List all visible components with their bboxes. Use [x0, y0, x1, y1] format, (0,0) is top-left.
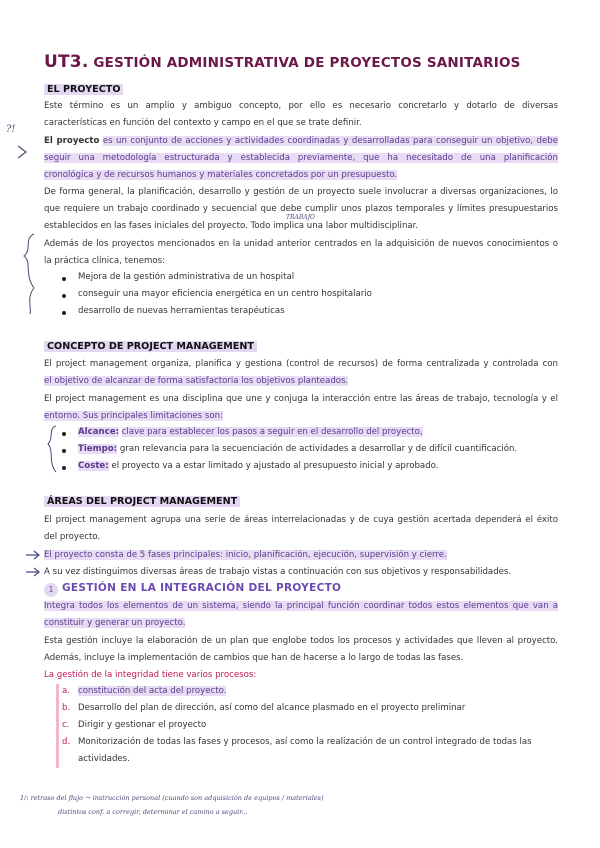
bold-term: El proyecto: [44, 136, 100, 146]
paragraph-line: [44, 600, 558, 613]
highlight: clave para establecer los pasos a seguir en el desarrollo del proyecto,: [121, 427, 423, 437]
paragraph-line: El project management agrupa una serie de áreas interrelacionadas y de cuya gestión acertada dependerá el éxito: [44, 515, 558, 525]
list-item-continuation: actividades.: [78, 754, 130, 764]
handwritten-note: TRABAJO: [286, 214, 315, 221]
paragraph-line: [44, 617, 558, 630]
list-item: Dirigir y gestionar el proyecto: [78, 720, 207, 730]
paragraph-line: [44, 549, 558, 562]
section-heading-integracion: GESTIÓN EN LA INTEGRACIÓN DEL PROYECTO: [62, 582, 342, 594]
highlight: es un conjunto de acciones y actividades coordinadas y desarrolladas para conseguir un objetivo, debe: [102, 136, 558, 146]
handwritten-note: ?!: [6, 124, 16, 135]
paragraph-line: que requiere un trabajo coordinado y secuencial que debe cumplir unos plazos temporales y límites presupuestarios: [44, 204, 558, 214]
bullet-dot: [62, 429, 69, 436]
handwritten-note: distintos conf. a corregir, determinar el camino a seguir...: [58, 808, 248, 816]
paragraph-line: [44, 135, 558, 148]
paragraph-line: [44, 410, 558, 423]
paragraph-line: Además de los proyectos mencionados en la unidad anterior centrados en la adquisición de nuevos conocimientos o: [44, 239, 558, 249]
highlight: El proyecto consta de 5 fases principales: inicio, planificación, ejecución, supervisión y cierre.: [44, 550, 447, 560]
paragraph-line: Además, incluye la implementación de cambios que han de hacerse a lo largo de todas las fases.: [44, 653, 464, 663]
list-item: Mejora de la gestión administrativa de un hospital: [78, 272, 295, 282]
bullet-dot: [62, 291, 69, 298]
bullet-dot: [62, 446, 69, 453]
list-letter: b.: [62, 703, 71, 713]
section-heading-areas: ÁREAS DEL PROJECT MANAGEMENT: [44, 496, 240, 507]
paragraph-line: El project management es una disciplina que une y conjuga la interacción entre las áreas de trabajo, tecnología y el: [44, 394, 558, 404]
list-letter: d.: [62, 737, 71, 747]
list-item: conseguir una mayor eficiencia energética en un centro hospitalario: [78, 289, 372, 299]
unit-title: GESTIÓN ADMINISTRATIVA DE PROYECTOS SANITARIOS: [93, 55, 521, 71]
highlight: seguir una metodología estructurada y establecida previamente, que ha necesitado de una planificación: [44, 153, 558, 163]
margin-brace-icon: [10, 138, 36, 318]
paragraph-line: Esta gestión incluye la elaboración de un plan que englobe todos los procesos y actividades que lleven al proyecto.: [44, 636, 558, 646]
bold-term: Alcance:: [78, 427, 119, 437]
paragraph-line: El project management organiza, planifica y gestiona (control de recursos) de forma centralizada y controlada con: [44, 359, 558, 369]
list-item: [78, 444, 517, 454]
list-item: desarrollo de nuevas herramientas terapéuticas: [78, 306, 285, 316]
item-text: gran relevancia para la secuenciación de actividades a desarrollar y de difícil cuantificación.: [119, 444, 518, 454]
paragraph-line: Este término es un amplio y ambiguo concepto, por ello es necesario concretarlo y dotarlo de diversas: [44, 101, 558, 111]
highlight: constitución del acta del proyecto.: [78, 686, 227, 696]
bullet-dot: [62, 463, 69, 470]
list-item: Monitorización de todas las fases y procesos, así como la realización de un control integrado de todas las: [78, 737, 532, 747]
bullet-dot: [62, 308, 69, 315]
paragraph-line: del proyecto.: [44, 532, 101, 542]
section-heading-concepto: CONCEPTO DE PROJECT MANAGEMENT: [44, 341, 257, 352]
bullet-dot: [62, 274, 69, 281]
paragraph-line: A su vez distinguimos diversas áreas de trabajo vistas a continuación con sus objetivos y responsabilidades.: [44, 567, 512, 577]
bold-term: Coste:: [78, 461, 109, 471]
list-item: Desarrollo del plan de dirección, así como del alcance plasmado en el proyecto preliminar: [78, 703, 466, 713]
paragraph-line: De forma general, la planificación, desarrollo y gestión de un proyecto suele involucrar a diversas organizaciones, lo: [44, 187, 558, 197]
bold-term: Tiempo:: [78, 444, 118, 454]
list-item: [78, 461, 439, 471]
paragraph-line: características en función del contexto y campo en el que se trate definir.: [44, 118, 362, 128]
highlight: el objetivo de alcanzar de forma satisfactoria los objetivos planteados.: [44, 376, 349, 386]
list-letter: c.: [62, 720, 70, 730]
margin-brace-icon: [44, 424, 58, 474]
paragraph-line: [44, 169, 558, 182]
highlight: constituir y generar un proyecto.: [44, 618, 186, 628]
section-number-badge: 1: [44, 583, 58, 597]
item-text: el proyecto va a estar limitado y ajustado al presupuesto inicial y aprobado.: [111, 461, 439, 471]
paragraph-line: [44, 152, 558, 165]
paragraph-line: [44, 375, 558, 388]
paragraph-line: La gestión de la integridad tiene varios procesos:: [44, 670, 257, 680]
page-title: [44, 52, 521, 72]
unit-number: UT3.: [44, 52, 89, 72]
section-heading-proyecto: EL PROYECTO: [44, 84, 123, 95]
list-item: [78, 686, 226, 696]
paragraph-line: establecidos en las fases iniciales del proyecto. Todo implica una labor multidisciplinar.: [44, 221, 419, 231]
paragraph-line: la práctica clínica, tenemos:: [44, 256, 166, 266]
highlight: entorno. Sus principales limitaciones son:: [44, 411, 223, 421]
handwritten-note: 1/: retraso del flujo → instrucción personal (cuando son adquisición de equipos / materiales): [20, 794, 324, 802]
list-letter: a.: [62, 686, 70, 696]
highlight: Integra todos los elementos de un sistema, siendo la principal función coordinar todos estos elementos que van a: [44, 601, 558, 611]
highlight: cronológica y de recursos humanos y materiales concretados por un presupuesto.: [44, 170, 398, 180]
list-item: [78, 427, 423, 437]
arrow-icon: [24, 548, 44, 578]
highlight-bar: [56, 684, 59, 768]
